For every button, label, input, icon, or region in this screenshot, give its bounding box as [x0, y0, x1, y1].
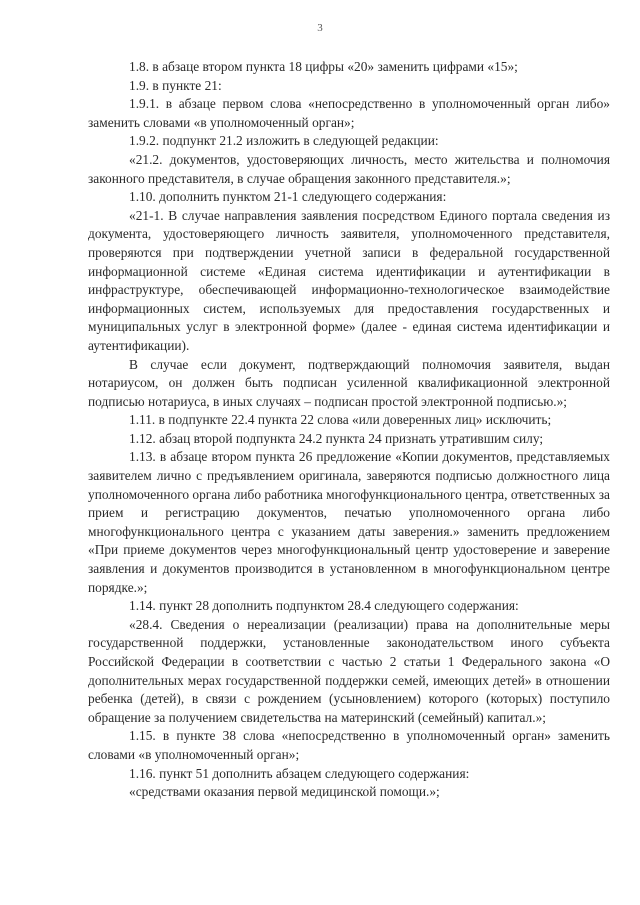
paragraph-1-16: 1.16. пункт 51 дополнить абзацем следующего содержания:	[129, 765, 470, 781]
paragraph-1-9: 1.9. в пункте 21:	[129, 77, 222, 93]
paragraph-1-10: 1.10. дополнить пунктом 21-1 следующего содержания:	[129, 189, 447, 205]
paragraph-51-quote: «средствами оказания первой медицинской помощи.»;	[129, 784, 440, 800]
paragraph-1-9-2: 1.9.2. подпункт 21.2 изложить в следующей редакции:	[129, 133, 439, 149]
paragraph-1-13: 1.13. в абзаце втором пункта 26 предложение «Копии документов, представляемых заявителем лично с предъявлением оригинала, заверяются подписью должностного лица уполномоченного органа либо работника многофункционального центра, ответственных за прием и регистрацию документов, печатью уполномоченного органа либо многофункционального центра с указанием даты заверения.» заменить предложением «При приеме документов через многофункциональный центр удостоверение и заверение заявления и документов производится в установленном в многофункциональном центре порядке.»;	[88, 449, 610, 595]
paragraph-1-15: 1.15. в пункте 38 слова «непосредственно в уполномоченный орган» заменить словами «в уполномоченный орган»;	[88, 728, 610, 762]
paragraph-21-1-second: В случае если документ, подтверждающий полномочия заявителя, выдан нотариусом, он должен быть подписан усиленной квалификационной электронной подписью нотариуса, в иных случаях – подписан простой электронной подписью.»;	[88, 356, 610, 409]
paragraph-1-12: 1.12. абзац второй подпункта 24.2 пункта 24 признать утратившим силу;	[129, 430, 544, 446]
paragraph-1-14: 1.14. пункт 28 дополнить подпунктом 28.4 следующего содержания:	[129, 598, 519, 614]
paragraph-1-11: 1.11. в подпункте 22.4 пункта 22 слова «или доверенных лиц» исключить;	[129, 412, 552, 428]
document-body	[88, 58, 610, 802]
paragraph-21-1-quote: «21-1. В случае направления заявления посредством Единого портала сведения из документа, удостоверяющего личность заявителя, уполномоченного представителя, проверяются при подтверждении учетной записи в федеральной государственной информационной системе «Единая система идентификации и аутентификации в инфраструктуре, обеспечивающей информационно-технологическое взаимодействие информационных систем, используемых для предоставления государственных и муниципальных услуг в электронной форме» (далее - единая система идентификации и аутентификации).	[88, 207, 610, 353]
paragraph-28-4-quote: «28.4. Сведения о нереализации (реализации) права на дополнительные меры государственной поддержки, установленные законодательством иного субъекта Российской Федерации в соответствии с частью 2 статьи 1 Федерального закона «О дополнительных мерах государственной поддержки семей, имеющих детей» в отношении ребенка (детей), в связи с рождением (усыновлением) которого (которых) поступило обращение за получением свидетельства на материнский (семейный) капитал.»;	[88, 616, 610, 725]
paragraph-1-9-1: 1.9.1. в абзаце первом слова «непосредственно в уполномоченный орган либо» заменить словами «в уполномоченный орган»;	[88, 96, 610, 130]
paragraph-1-8: 1.8. в абзаце втором пункта 18 цифры «20» заменить цифрами «15»;	[129, 59, 518, 74]
page-number: 3	[317, 22, 323, 34]
paragraph-21-2-quote: «21.2. документов, удостоверяющих личность, место жительства и полномочия законного представителя, в случае обращения законного представителя.»;	[88, 151, 610, 186]
